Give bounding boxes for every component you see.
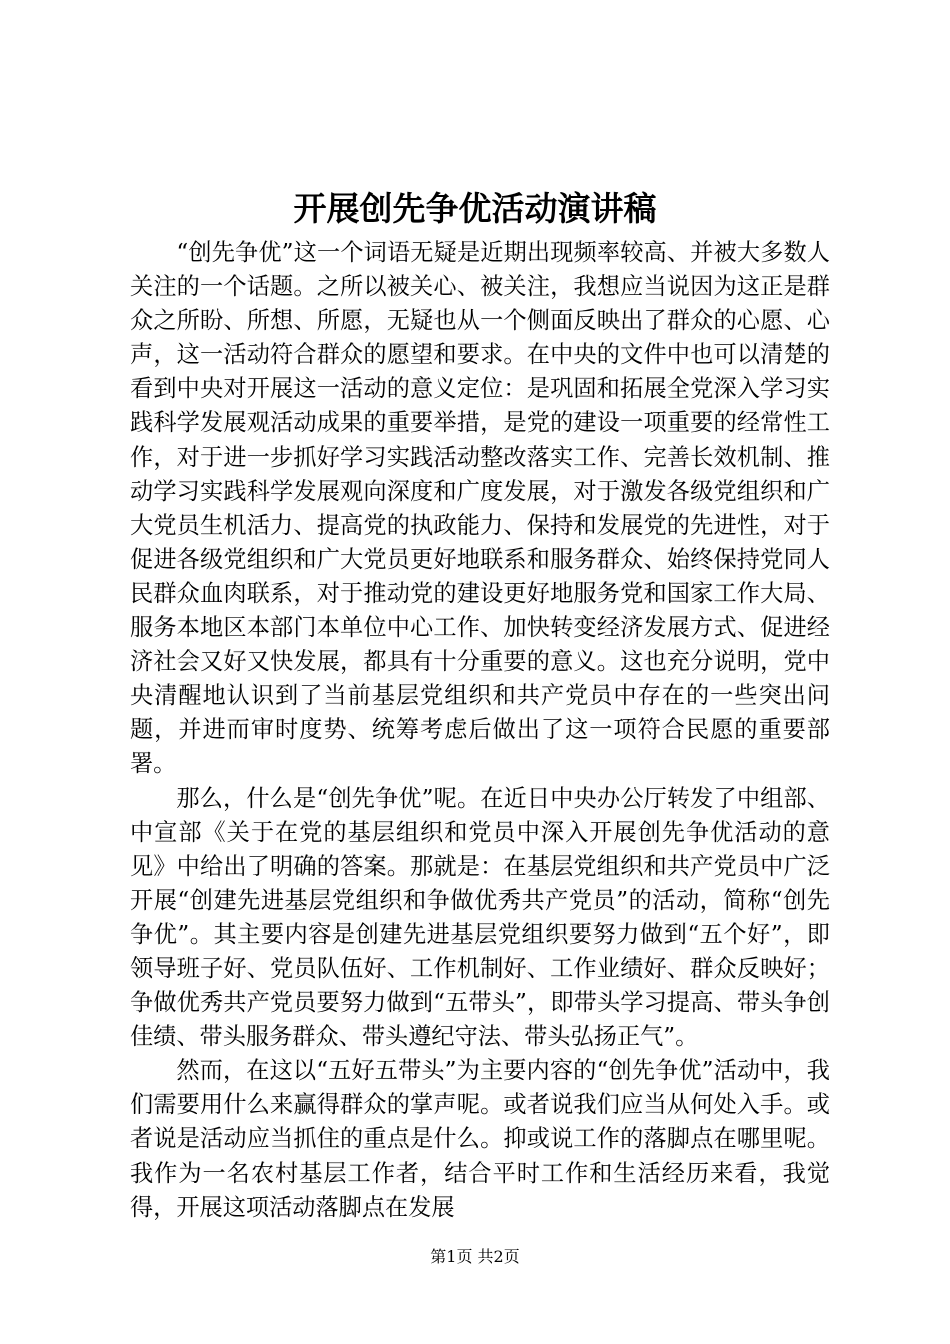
document-title: 开展创先争优活动演讲稿 bbox=[293, 189, 657, 228]
paragraph-1: “创先争优”这一个词语无疑是近期出现频率较高、并被大多数人关注的一个话题。之所以被关心、被关注，我想应当说因为这正是群众之所盼、所想、所愿，无疑也从一个侧面反映出了群众的心愿、心声，这一活动符合群众的愿望和要求。在中央的文件中也可以清楚的看到中央对开展这一活动的意义定位：是巩固和拓展全党深入学习实践科学发展观活动成果的重要举措，是党的建设一项重要的经常性工作，对于进一步抓好学习实践活动整改落实工作、完善长效机制、推动学习实践科学发展观向深度和广度发展，对于激发各级党组织和广大党员生机活力、提高党的执政能力、保持和发展党的先进性，对于促进各级党组织和广大党员更好地联系和服务群众、始终保持党同人民群众血肉联系，对于推动党的建设更好地服务党和国家工作大局、服务本地区本部门本单位中心工作、加快转变经济发展方式、促进经济社会又好又快发展，都具有十分重要的意义。这也充分说明，党中央清醒地认识到了当前基层党组织和共产党员中存在的一些突出问题，并进而审时度势、统筹考虑后做出了这一项符合民愿的重要部署。 bbox=[130, 239, 830, 778]
page-number-footer: 第1页 共2页 bbox=[430, 1247, 520, 1266]
document-body bbox=[130, 236, 830, 1225]
paragraph-3: 然而，在这以“五好五带头”为主要内容的“创先争优”活动中，我们需要用什么来赢得群众的掌声呢。或者说我们应当从何处入手。或者说是活动应当抓住的重点是什么。抑或说工作的落脚点在哪里呢。我作为一名农村基层工作者，结合平时工作和生活经历来看，我觉得，开展这项活动落脚点在发展 bbox=[130, 1057, 830, 1221]
paragraph-2: 那么，什么是“创先争优”呢。在近日中央办公厅转发了中组部、中宣部《关于在党的基层组织和党员中深入开展创先争优活动的意见》中给出了明确的答案。那就是：在基层党组织和共产党员中广泛开展“创建先进基层党组织和争做优秀共产党员”的活动，简称“创先争优”。其主要内容是创建先进基层党组织要努力做到“五个好”，即领导班子好、党员队伍好、工作机制好、工作业绩好、群众反映好；争做优秀共产党员要努力做到“五带头”，即带头学习提高、带头争创佳绩、带头服务群众、带头遵纪守法、带头弘扬正气”。 bbox=[130, 784, 830, 1051]
